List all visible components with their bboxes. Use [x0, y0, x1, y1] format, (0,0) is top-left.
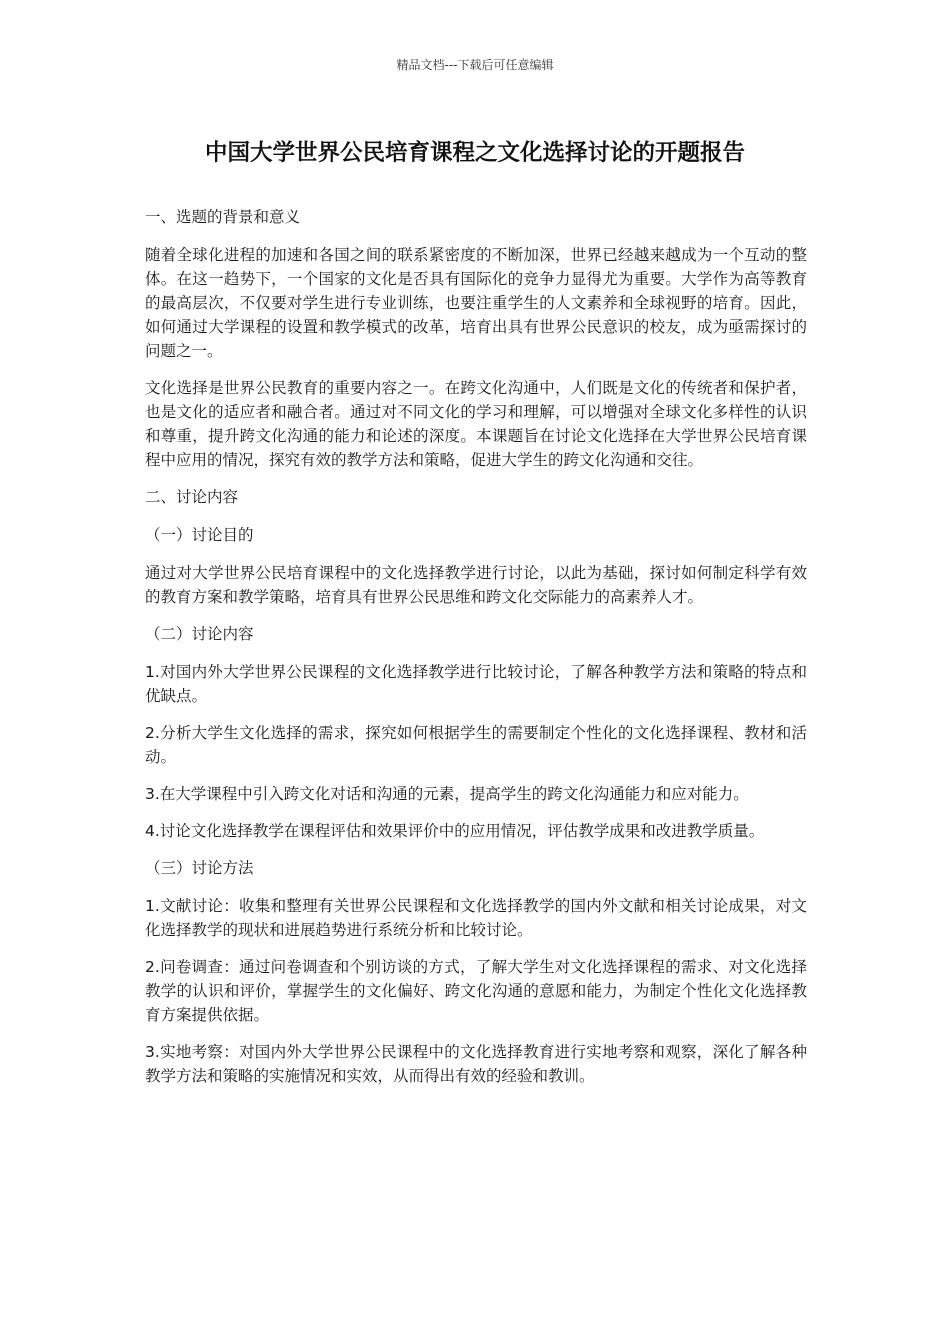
header-note: 精品文档---下载后可任意编辑	[396, 58, 554, 72]
paragraph-background-2: 文化选择是世界公民教育的重要内容之一。在跨文化沟通中，人们既是文化的传统者和保护者，也是文化的适应者和融合者。通过对不同文化的学习和理解，可以增强对全球文化多样性的认识和尊重，提升跨文化沟通的能力和论述的深度。本课题旨在讨论文化选择在大学世界公民培育课程中应用的情况，探究有效的教学方法和策略，促进大学生的跨文化沟通和交往。	[145, 379, 807, 469]
method-item-1: 1.文献讨论：收集和整理有关世界公民课程和文化选择教学的国内外文献和相关讨论成果，对文化选择教学的现状和进展趋势进行系统分析和比较讨论。	[145, 897, 807, 939]
subsection-heading-method: （三）讨论方法	[145, 859, 254, 877]
content-item-2: 2.分析大学生文化选择的需求，探究如何根据学生的需要制定个性化的文化选择课程、教材和活动。	[145, 724, 807, 766]
paragraph-purpose: 通过对大学世界公民培育课程中的文化选择教学进行讨论，以此为基础，探讨如何制定科学有效的教育方案和教学策略，培育具有世界公民思维和跨文化交际能力的高素养人才。	[145, 564, 807, 606]
method-item-2: 2.问卷调查：通过问卷调查和个别访谈的方式，了解大学生对文化选择课程的需求、对文化选择教学的认识和评价，掌握学生的文化偏好、跨文化沟通的意愿和能力，为制定个性化文化选择教育方案提供依据。	[145, 958, 807, 1024]
content-item-4: 4.讨论文化选择教学在课程评估和效果评价中的应用情况，评估教学成果和改进教学质量。	[145, 822, 765, 840]
paragraph-background-1: 随着全球化进程的加速和各国之间的联系紧密度的不断加深，世界已经越来越成为一个互动的整体。在这一趋势下，一个国家的文化是否具有国际化的竞争力显得尤为重要。大学作为高等教育的最高层次，不仅要对学生进行专业训练，也要注重学生的人文素养和全球视野的培育。因此，如何通过大学课程的设置和教学模式的改革，培育出具有世界公民意识的校友，成为亟需探讨的问题之一。	[145, 246, 807, 360]
method-item-3: 3.实地考察：对国内外大学世界公民课程中的文化选择教育进行实地考察和观察，深化了解各种教学方法和策略的实施情况和实效，从而得出有效的经验和教训。	[145, 1043, 807, 1085]
document-title: 中国大学世界公民培育课程之文化选择讨论的开题报告	[204, 140, 745, 166]
content-item-3: 3.在大学课程中引入跨文化对话和沟通的元素，提高学生的跨文化沟通能力和应对能力。	[145, 785, 749, 803]
subsection-heading-content: （二）讨论内容	[145, 625, 254, 643]
content-item-1: 1.对国内外大学世界公民课程的文化选择教学进行比较讨论，了解各种教学方法和策略的特点和优缺点。	[145, 663, 807, 705]
section-heading-background: 一、选题的背景和意义	[145, 208, 301, 226]
section-heading-content: 二、讨论内容	[145, 488, 239, 506]
subsection-heading-purpose: （一）讨论目的	[145, 526, 254, 544]
document-body	[145, 205, 807, 1101]
